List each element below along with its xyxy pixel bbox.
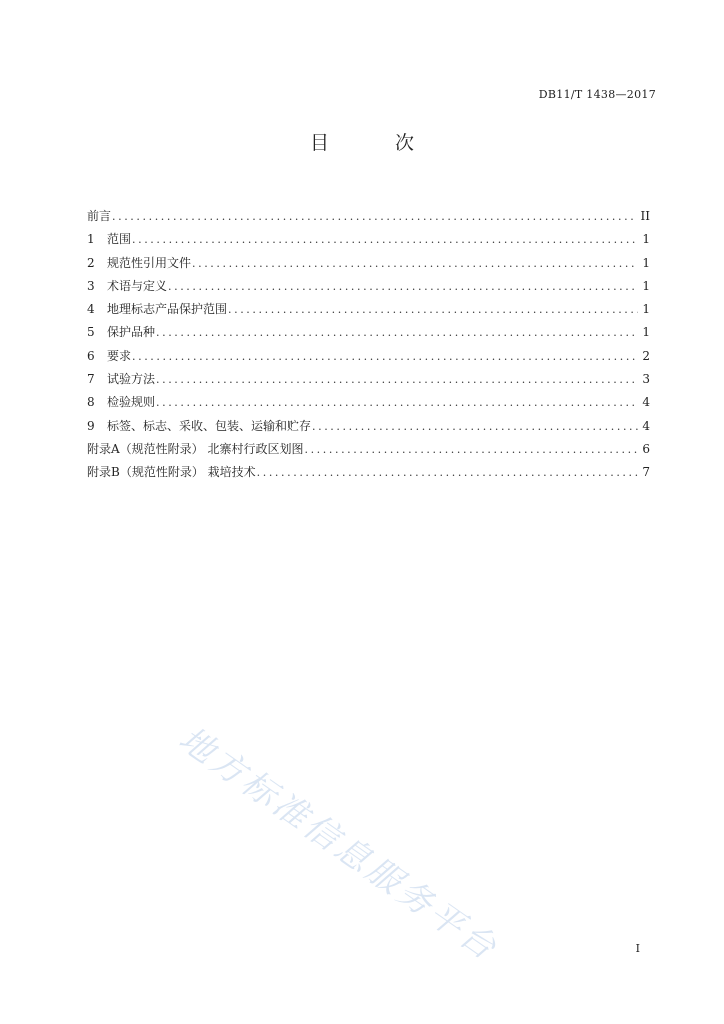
toc-title: 目 次 xyxy=(309,132,445,154)
toc-dot-leader xyxy=(312,417,638,437)
toc-entry-page: 1 xyxy=(642,232,650,247)
toc-entry-test-methods[interactable] xyxy=(87,369,650,392)
toc-entry-scope[interactable] xyxy=(87,229,650,252)
toc-entry-protected-varieties[interactable] xyxy=(87,322,650,345)
toc-dot-leader xyxy=(112,207,637,227)
toc-entry-appendix-a[interactable] xyxy=(87,439,650,462)
toc-entry-label: 地理标志产品保护范围 xyxy=(107,302,228,317)
toc-entry-number: 7 xyxy=(87,372,95,387)
toc-dot-leader xyxy=(168,277,638,297)
toc-entry-number: 2 xyxy=(87,255,95,270)
toc-entry-label: 术语与定义 xyxy=(107,278,168,293)
toc-entry-number: 9 xyxy=(87,418,95,433)
toc-dot-leader xyxy=(156,393,638,413)
toc-entry-label: 标签、标志、采收、包装、运输和贮存 xyxy=(107,418,312,433)
toc-entry-inspection-rules[interactable] xyxy=(87,392,650,415)
toc-entry-page: 1 xyxy=(642,278,650,293)
toc-entry-number: 3 xyxy=(87,278,95,293)
toc-dot-leader xyxy=(132,230,638,250)
toc-entry-label: 前言 xyxy=(87,209,112,223)
document-code: DB11/T 1438—2017 xyxy=(538,88,656,101)
toc-entry-page: 2 xyxy=(642,348,650,363)
toc-dot-leader xyxy=(132,347,638,367)
toc-entry-page: II xyxy=(640,209,650,223)
toc-entry-page: 1 xyxy=(642,255,650,270)
table-of-contents xyxy=(87,206,650,486)
toc-entry-label: 要求 xyxy=(107,348,132,363)
toc-entry-number: 8 xyxy=(87,395,95,410)
toc-entry-requirements[interactable] xyxy=(87,346,650,369)
toc-entry-appendix-b[interactable] xyxy=(87,462,650,485)
toc-entry-page: 4 xyxy=(642,418,650,433)
toc-entry-terms-definitions[interactable] xyxy=(87,276,650,299)
toc-entry-label: 附录A（规范性附录） 北寨村行政区划图 xyxy=(87,441,304,456)
toc-entry-page: 3 xyxy=(642,372,650,387)
watermark: 地方标准信息服务平台 xyxy=(171,718,506,970)
toc-entry-number: 6 xyxy=(87,348,95,363)
toc-entry-number: 5 xyxy=(87,325,95,340)
toc-entry-normative-references[interactable] xyxy=(87,253,650,276)
toc-entry-protection-area[interactable] xyxy=(87,299,650,322)
toc-entry-page: 1 xyxy=(642,325,650,340)
toc-entry-label: 范围 xyxy=(107,232,132,247)
toc-entry-labeling-storage[interactable] xyxy=(87,416,650,439)
toc-entry-number: 4 xyxy=(87,302,95,317)
toc-entry-label: 附录B（规范性附录） 栽培技术 xyxy=(87,465,256,480)
toc-dot-leader xyxy=(228,300,638,320)
toc-entry-page: 4 xyxy=(642,395,650,410)
toc-dot-leader xyxy=(156,370,638,390)
toc-dot-leader xyxy=(156,323,638,343)
toc-entry-number: 1 xyxy=(87,232,95,247)
toc-entry-foreword[interactable] xyxy=(87,206,650,229)
toc-dot-leader xyxy=(304,440,638,460)
toc-entry-label: 检验规则 xyxy=(107,395,156,410)
toc-entry-page: 1 xyxy=(642,302,650,317)
toc-entry-label: 保护品种 xyxy=(107,325,156,340)
toc-entry-page: 7 xyxy=(642,465,650,480)
toc-entry-label: 试验方法 xyxy=(107,372,156,387)
page-number: I xyxy=(635,942,640,955)
toc-dot-leader xyxy=(257,463,638,483)
toc-dot-leader xyxy=(192,254,638,274)
toc-entry-page: 6 xyxy=(642,441,650,456)
toc-entry-label: 规范性引用文件 xyxy=(107,255,192,270)
